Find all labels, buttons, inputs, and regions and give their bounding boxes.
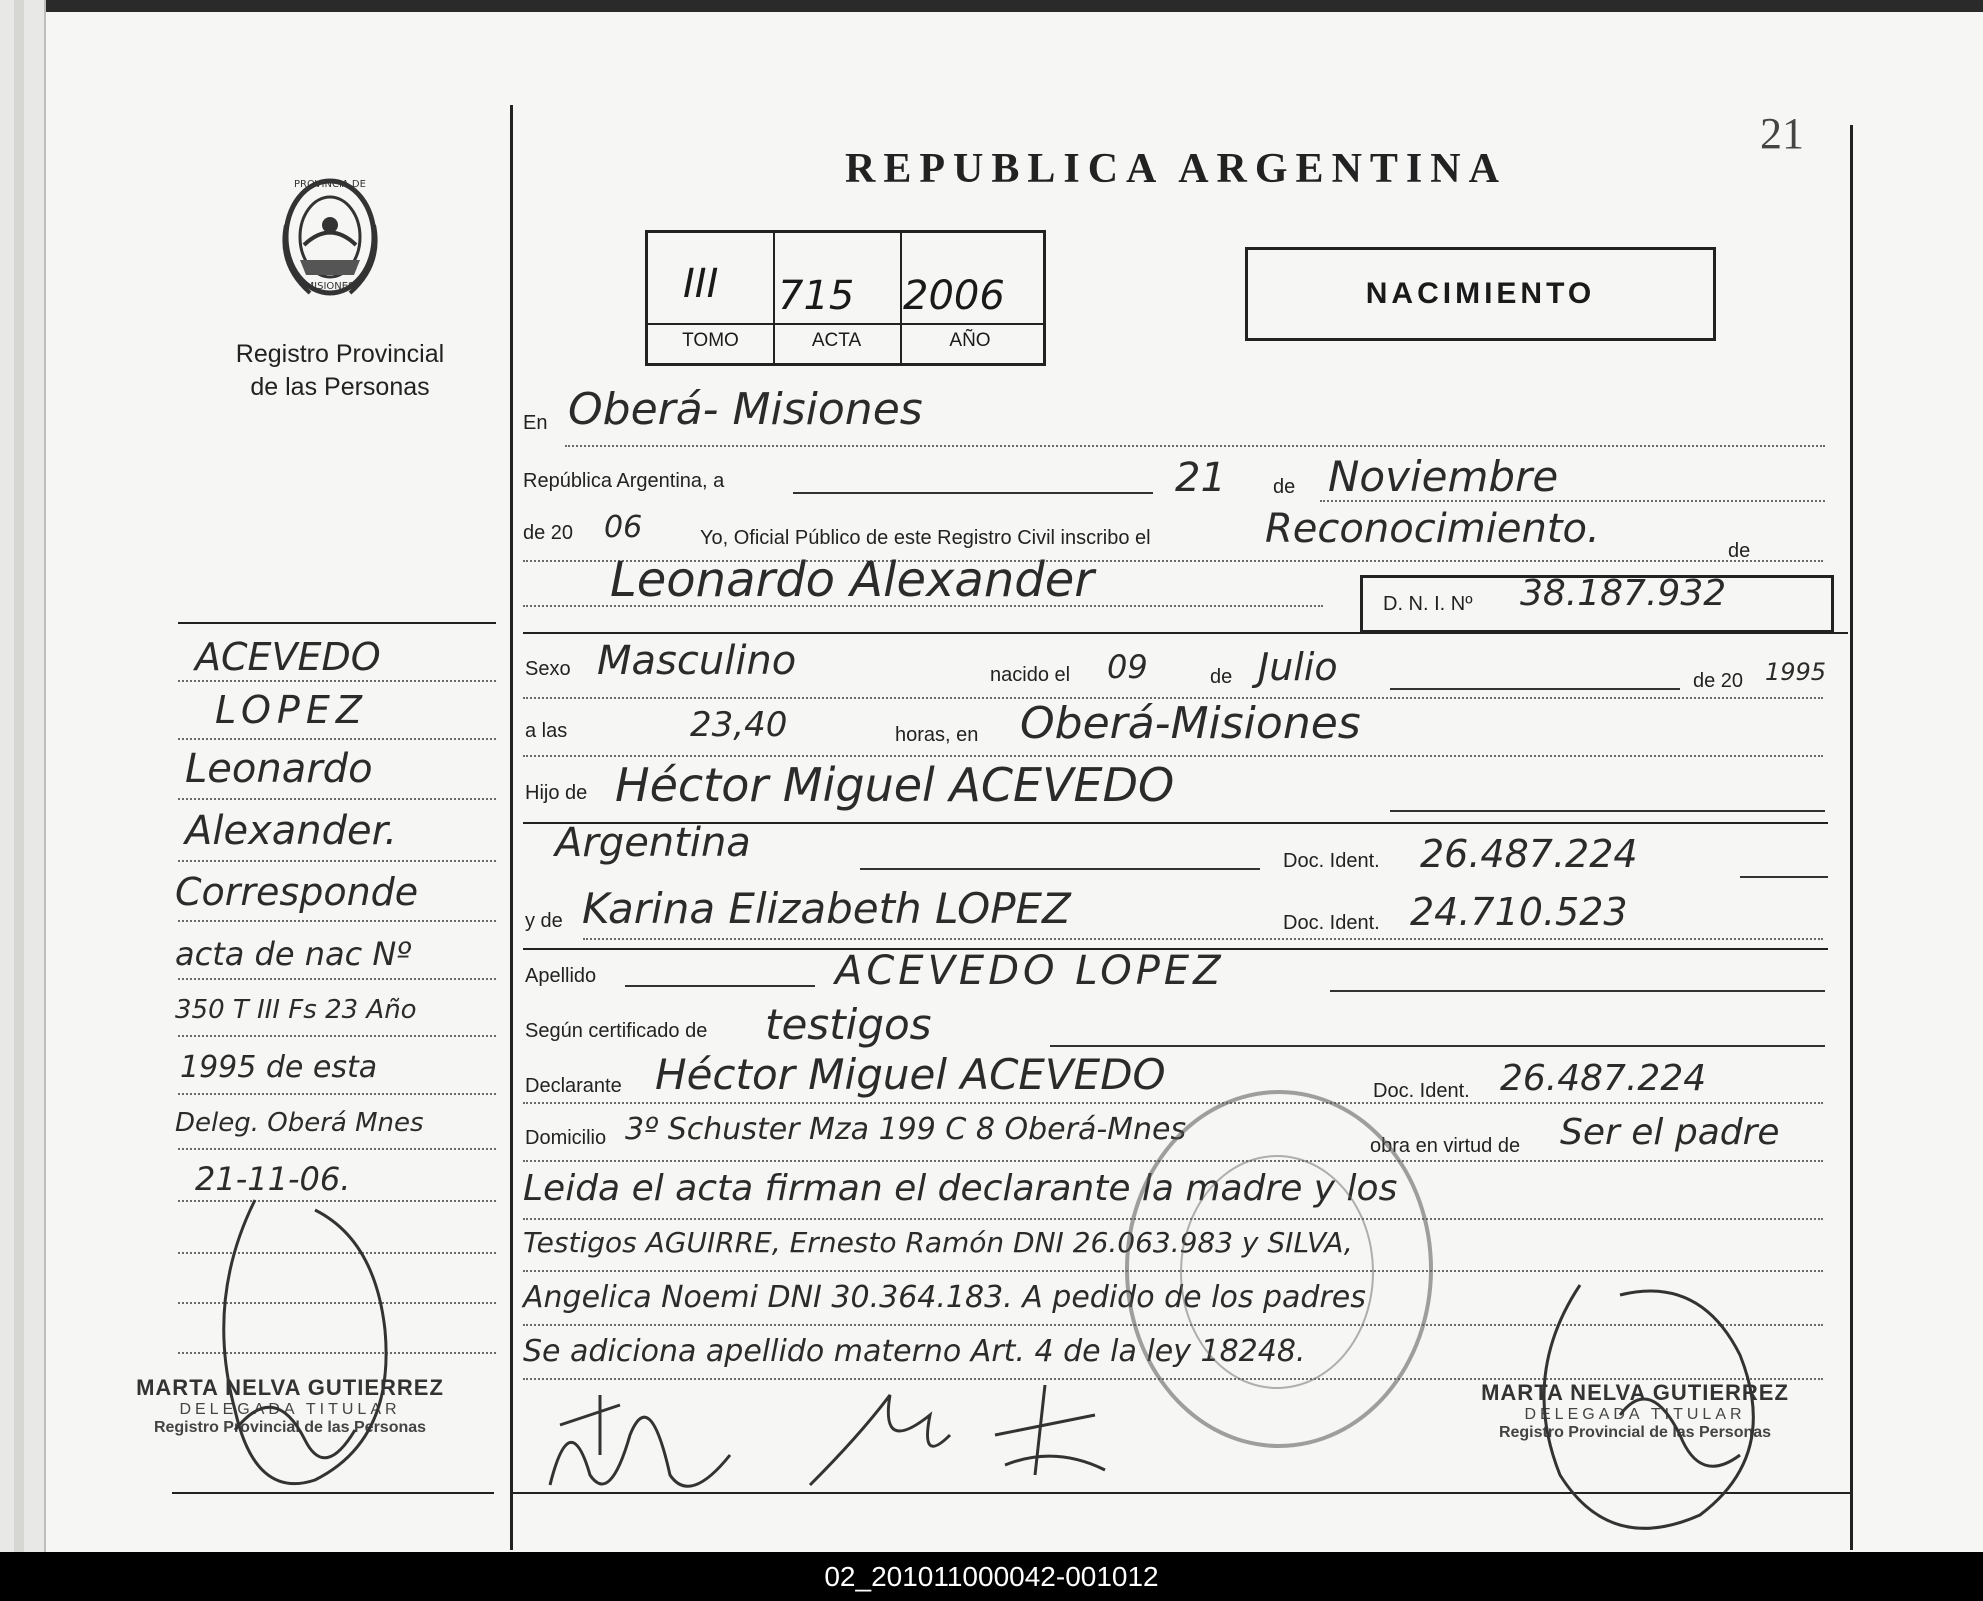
stamp-title: DELEGADA TITULAR — [1524, 1406, 1746, 1423]
margin-dots — [178, 1093, 496, 1095]
stamp-title: DELEGADA TITULAR — [179, 1401, 401, 1418]
value-declarante: Héctor Miguel ACEVEDO — [655, 1050, 1166, 1099]
margin-dots — [178, 860, 496, 862]
value-padre-doc: 26.487.224 — [1420, 832, 1638, 876]
label-de-2: de — [1728, 540, 1751, 562]
line-nac-mes — [1390, 688, 1680, 690]
label-segun: Según certificado de — [525, 1020, 708, 1042]
obs-line-2: Testigos AGUIRRE, Ernesto Ramón DNI 26.063.983 y SILVA, — [523, 1226, 1353, 1259]
line-nombre — [523, 605, 1323, 607]
value-lugar: Oberá- Misiones — [568, 384, 923, 435]
margin-dots — [178, 680, 496, 682]
tomo-value: III — [683, 261, 719, 307]
label-sexo: Sexo — [525, 658, 571, 680]
value-sexo: Masculino — [597, 638, 797, 684]
line-padre-nac — [860, 868, 1260, 870]
seal-text-top: PROVINCIA DE — [294, 179, 366, 190]
line-republica-2 — [1320, 500, 1825, 502]
obs-line-3: Angelica Noemi DNI 30.364.183. A pedido de los padres — [523, 1280, 1366, 1315]
registry-table-divider — [648, 323, 1043, 325]
line-alas — [523, 755, 1823, 757]
record-type-box: NACIMIENTO — [1245, 247, 1716, 341]
org-line-2: de las Personas — [250, 373, 430, 401]
official-round-stamp-inner — [1180, 1155, 1374, 1389]
margin-dots — [178, 1148, 496, 1150]
value-certificado: testigos — [765, 1000, 932, 1049]
value-tramite: Reconocimiento. — [1265, 506, 1600, 552]
margin-note-line: 21-11-06. — [195, 1160, 351, 1198]
label-de20b: de 20 — [1693, 670, 1744, 692]
stamp-org: Registro Provincial de las Personas — [153, 1419, 427, 1436]
tomo-label: TOMO — [682, 330, 739, 351]
margin-note-line: Alexander. — [185, 808, 398, 854]
value-nac-dia: 09 — [1107, 648, 1148, 686]
section-divider-1 — [523, 632, 1848, 634]
registry-table — [645, 230, 1046, 366]
acta-value: 715 — [778, 273, 855, 319]
line-republica — [793, 492, 1153, 494]
signature-declarant-icon — [530, 1365, 770, 1515]
label-alas: a las — [525, 720, 568, 742]
label-yde: y de — [525, 910, 563, 932]
label-domicilio: Domicilio — [525, 1127, 607, 1149]
label-docident-2: Doc. Ident. — [1283, 912, 1380, 934]
line-apellido-2 — [1330, 990, 1825, 992]
value-padre: Héctor Miguel ACEVEDO — [615, 758, 1175, 812]
value-mes: Noviembre — [1328, 452, 1559, 501]
label-horas: horas, en — [895, 724, 979, 746]
label-obra: obra en virtud de — [1370, 1135, 1521, 1157]
value-nombre: Leonardo Alexander — [610, 552, 1094, 608]
value-nac-lugar: Oberá-Misiones — [1020, 698, 1361, 749]
line-yde — [583, 938, 1823, 940]
divider-vertical-right — [1850, 125, 1853, 1550]
divider-vertical-left — [510, 105, 513, 1550]
line-hijo — [1390, 810, 1825, 812]
line-en — [565, 445, 1825, 447]
value-dia: 21 — [1175, 455, 1226, 501]
value-madre-doc: 24.710.523 — [1410, 890, 1628, 934]
label-en: En — [523, 412, 548, 434]
org-line-1: Registro Provincial — [235, 340, 445, 368]
label-de-1: de — [1273, 476, 1296, 498]
margin-note-line: 1995 de esta — [180, 1050, 378, 1085]
margin-note-line: ACEVEDO — [195, 635, 381, 679]
page-number: 21 — [1760, 109, 1804, 158]
label-republica: República Argentina, a — [523, 470, 725, 492]
label-oficial: Yo, Oficial Público de este Registro Civil inscribo el — [700, 527, 1151, 549]
image-caption: 02_201011000042-001012 — [824, 1561, 1159, 1592]
margin-note-line: 350 T III Fs 23 Año — [175, 995, 417, 1025]
value-hora: 23,40 — [690, 705, 788, 745]
stamp-name: MARTA NELVA GUTIERREZ — [1481, 1380, 1789, 1405]
province-seal-icon — [270, 165, 390, 305]
stamp-name: MARTA NELVA GUTIERREZ — [136, 1375, 444, 1400]
label-de20: de 20 — [523, 522, 574, 544]
margin-note-line: LOPEZ — [215, 688, 368, 732]
margin-note-line: acta de nac Nº — [175, 935, 412, 973]
value-apellido: ACEVEDO LOPEZ — [835, 948, 1225, 994]
label-hijo: Hijo de — [525, 782, 588, 804]
anio-label: AÑO — [949, 330, 991, 351]
margin-note-line: Leonardo — [185, 746, 373, 792]
value-dni: 38.187.932 — [1520, 573, 1727, 614]
label-dni: D. N. I. Nº — [1383, 593, 1473, 615]
seal-text-bottom: MISIONES — [305, 281, 355, 292]
value-nac-mes: Julio — [1258, 645, 1338, 689]
label-docident-3: Doc. Ident. — [1373, 1080, 1470, 1102]
acta-label: ACTA — [811, 330, 862, 351]
stamp-org: Registro Provincial de las Personas — [1498, 1424, 1772, 1441]
label-declarante: Declarante — [525, 1075, 622, 1097]
signature-witness-icon — [975, 1375, 1125, 1485]
label-de-3: de — [1210, 666, 1233, 688]
margin-divider — [178, 622, 496, 624]
anio-value: 2006 — [903, 273, 1005, 319]
label-nacido: nacido el — [990, 664, 1071, 686]
value-anio: 06 — [604, 510, 643, 545]
obs-line-1: Leida el acta firman el declarante la madre y los — [523, 1168, 1398, 1209]
signature-left-icon — [195, 1180, 425, 1520]
margin-note-line: Corresponde — [175, 870, 419, 914]
label-docident-1: Doc. Ident. — [1283, 850, 1380, 872]
line-padre-doc — [1740, 876, 1828, 878]
value-virtud: Ser el padre — [1560, 1112, 1780, 1153]
margin-dots — [178, 978, 496, 980]
line-segun — [1050, 1045, 1825, 1047]
margin-dots — [178, 798, 496, 800]
margin-dots — [178, 1035, 496, 1037]
registry-org-name — [195, 338, 485, 404]
value-nac-anio: 1995 — [1765, 658, 1827, 686]
value-madre: Karina Elizabeth LOPEZ — [582, 884, 1071, 933]
line-apellido-1 — [625, 985, 815, 987]
obs-line-4: Se adiciona apellido materno Art. 4 de la ley 18248. — [523, 1334, 1306, 1369]
margin-dots — [178, 738, 496, 740]
line-declarante — [523, 1102, 1823, 1104]
margin-dots — [178, 920, 496, 922]
margin-note-line: Deleg. Oberá Mnes — [175, 1108, 424, 1138]
document-title: REPUBLICA ARGENTINA — [845, 146, 1507, 192]
signature-right-icon — [1500, 1255, 1800, 1555]
signature-mother-icon — [800, 1375, 970, 1495]
book-spine-edge — [14, 0, 24, 1552]
value-domicilio: 3º Schuster Mza 199 C 8 Oberá-Mnes — [625, 1112, 1187, 1147]
label-apellido: Apellido — [525, 965, 597, 987]
value-declarante-doc: 26.487.224 — [1500, 1058, 1707, 1099]
value-padre-nac: Argentina — [555, 820, 751, 866]
